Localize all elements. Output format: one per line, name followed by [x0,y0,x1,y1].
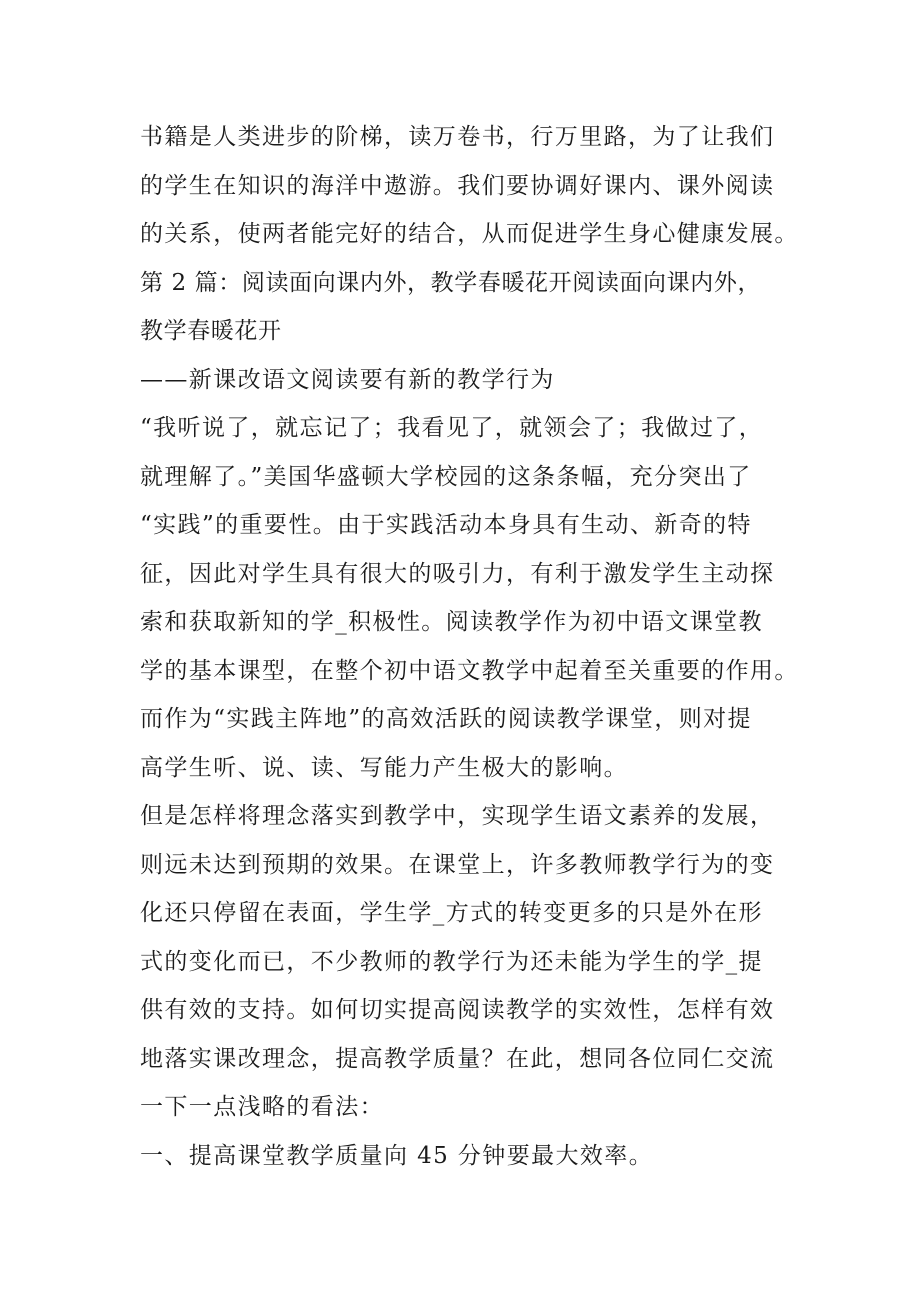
text-line: 就理解了。”美国华盛顿大学校园的这条条幅，充分突出了 [140,463,752,490]
list-heading: 一、提高课堂教学质量向 45 分钟要最大效率。 [140,1142,654,1169]
text-line: 地落实课改理念，提高教学质量？在此，想同各位同仁交流 [140,1045,775,1072]
text-line: 而作为“实践主阵地”的高效活跃的阅读教学课堂，则对提 [140,706,752,732]
text-line: 式的变化而已，不少教师的教学行为还未能为学生的学_提 [140,948,763,975]
text-line: 索和获取新知的学_积极性。阅读教学作为初中语文课堂教 [140,609,763,635]
document-body [140,113,800,1180]
text-line: 高学生听、说、读、写能力产生极大的影响。 [140,754,628,781]
section-subtitle: ——新课改语文阅读要有新的教学行为 [140,366,555,393]
text-line: 学的基本课型，在整个初中语文教学中起着至关重要的作用。 [140,657,799,684]
text-line: 但是怎样将理念落实到教学中，实现学生语文素养的发展， [140,803,775,829]
text-line: 书籍是人类进步的阶梯，读万卷书，行万里路，为了让我们 [140,124,775,150]
section-title: 第 2 篇：阅读面向课内外，教学春暖花开阅读面向课内外， [140,269,762,296]
section-title-continued: 教学春暖花开 [140,318,282,344]
text-line: 化还只停留在表面，学生学_方式的转变更多的只是外在形 [140,900,763,926]
text-line: 一下一点浅略的看法： [140,1094,384,1120]
text-line: 供有效的支持。如何切实提高阅读教学的实效性，怎样有效 [140,997,775,1023]
text-line: 的学生在知识的海洋中遨游。我们要协调好课内、课外阅读 [140,172,775,199]
text-line: 则远未达到预期的效果。在课堂上，许多教师教学行为的变 [140,851,775,878]
text-line: 的关系，使两者能完好的结合，从而促进学生身心健康发展。 [140,221,799,247]
text-line: 征，因此对学生具有很大的吸引力，有利于激发学生主动探 [140,560,775,587]
text-line: “实践”的重要性。由于实践活动本身具有生动、新奇的特 [140,512,752,538]
text-line: “我听说了，就忘记了；我看见了，就领会了；我做过了， [140,415,764,441]
